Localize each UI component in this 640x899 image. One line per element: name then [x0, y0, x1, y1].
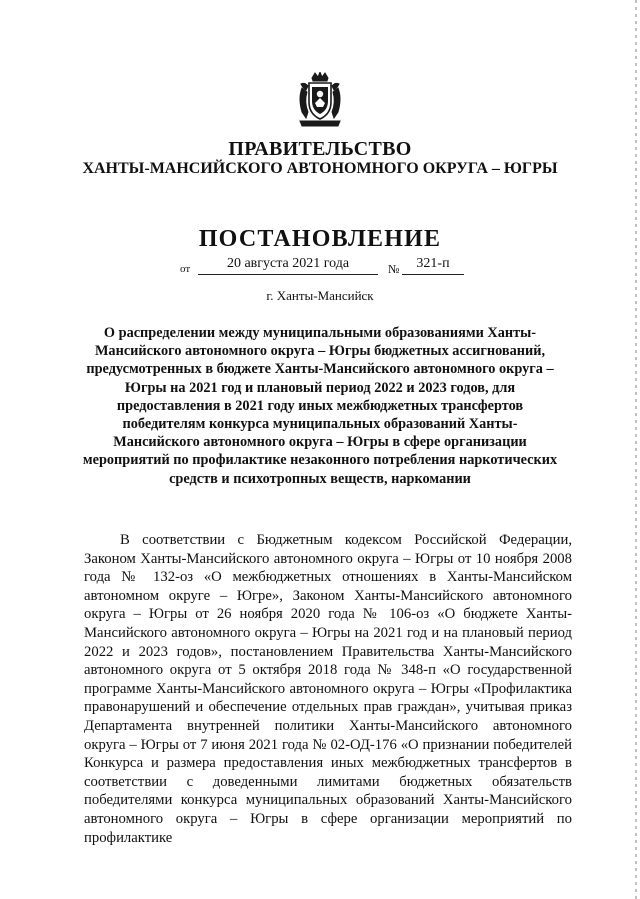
- organization-name: ПРАВИТЕЛЬСТВО: [228, 138, 412, 160]
- document-title: О распределении между муниципальными образованиями Ханты-Мансийского автономного округа – Югры бюджетных ассигнований, предусмотренных в бюджете Ханты-Мансийского автономного округа – Югры на 2021 год и плановый период 2022 и 2023 годов, для предоставления в 2021 году иных межбюджетных трансфертов победителям конкурса муниципальных образований Ханты-Мансийского автономного округа – Югры в сфере организации мероприятий по профилактике незаконного потребления наркотических средств и психотропных веществ, наркомании: [82, 325, 558, 487]
- region-name: ХАНТЫ-МАНСИЙСКОГО АВТОНОМНОГО ОКРУГА – ЮГРЫ: [82, 160, 558, 177]
- body-paragraph: В соответствии с Бюджетным кодексом Российской Федерации, Законом Ханты-Мансийского автономного округа – Югры от 10 ноября 2008 года № 132-оз «О межбюджетных отношениях в Ханты-Мансийском автономном округе – Югре», Законом Ханты-Мансийского автономного округа – Югры от 26 ноября 2020 года № 106-оз «О бюджете Ханты-Мансийского автономного округа – Югры на 2021 год и на плановый период 2022 и 2023 годов», постановлением Правительства Ханты-Мансийского автономного округа от 5 октября 2018 года № 348-п «О государственной программе Ханты-Мансийского автономного округа – Югры «Профилактика правонарушений и обеспечение отдельных прав граждан», учитывая приказ Департамента внутренней политики Ханты-Мансийского автономного округа – Югры от 7 июня 2021 года № 02-ОД-176 «О признании победителей Конкурса и размера предоставления иных межбюджетных трансфертов в соответствии с доведенными лимитами бюджетных обязательств победителями конкурса муниципальных образований Ханты-Мансийского автономного округа – Югры в сфере организации мероприятий по профилактике: [84, 532, 572, 846]
- date-number-row: [180, 256, 470, 280]
- coat-of-arms-icon: [296, 72, 344, 128]
- document-number: 321-п: [402, 256, 464, 275]
- number-prefix: №: [388, 262, 400, 276]
- document-date: 20 августа 2021 года: [198, 256, 378, 275]
- city: г. Ханты-Мансийск: [266, 288, 374, 303]
- date-prefix: от: [180, 263, 191, 275]
- document-type: ПОСТАНОВЛЕНИЕ: [198, 226, 442, 252]
- scan-edge: [635, 0, 637, 899]
